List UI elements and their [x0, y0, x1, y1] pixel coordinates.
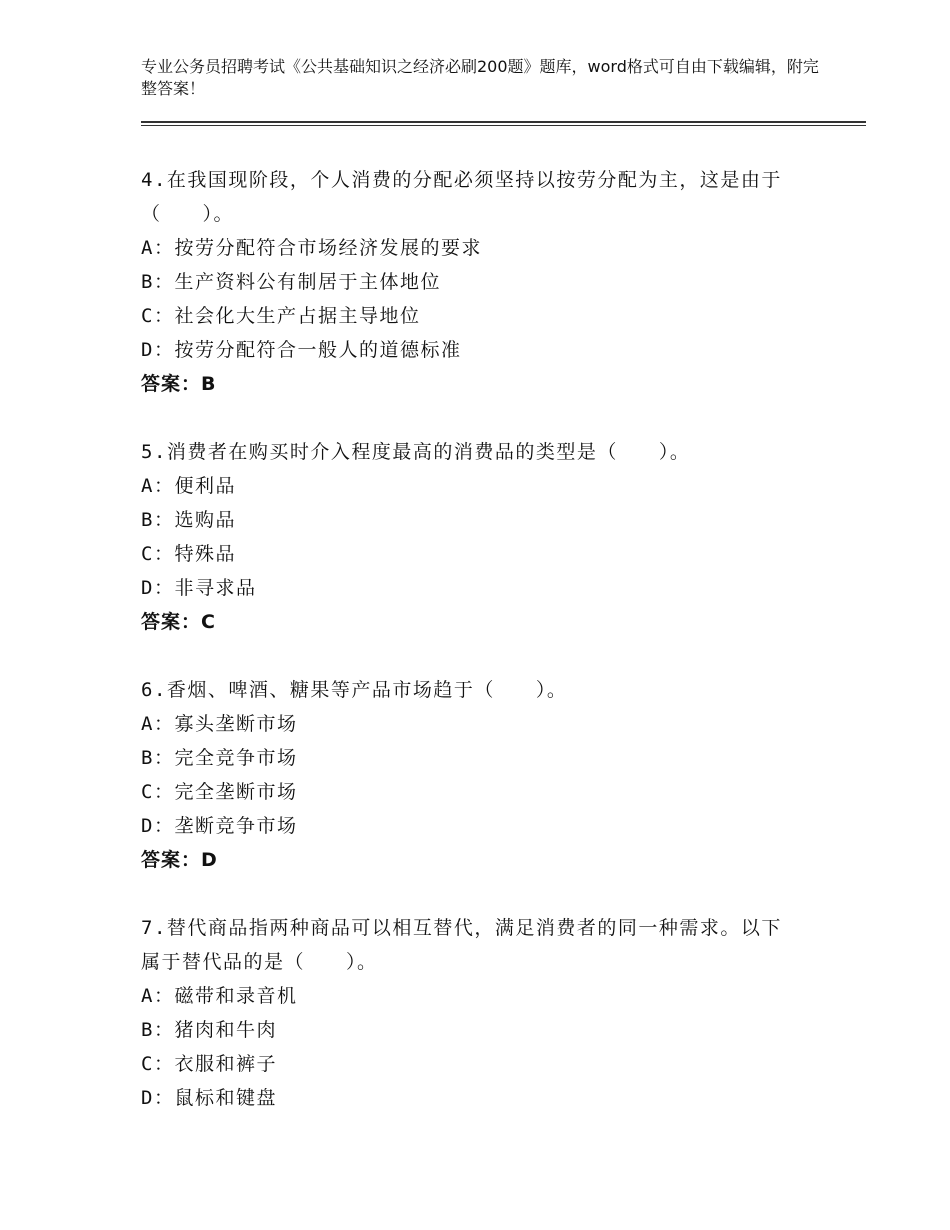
answer-label: 答案：B — [141, 373, 217, 395]
question-6 — [141, 673, 801, 877]
question-stem: 6.香烟、啤酒、糖果等产品市场趋于（ ）。 — [141, 679, 568, 701]
header-divider-thick — [141, 121, 866, 123]
option-a: A：磁带和录音机 — [141, 985, 298, 1007]
option-a: A：寡头垄断市场 — [141, 713, 298, 735]
question-list — [141, 163, 801, 1149]
question-7 — [141, 911, 801, 1115]
option-a: A：按劳分配符合市场经济发展的要求 — [141, 237, 482, 259]
answer-label: 答案：C — [141, 611, 216, 633]
header-divider-thin — [141, 125, 866, 126]
option-c: C：完全垄断市场 — [141, 781, 298, 803]
option-c: C：特殊品 — [141, 543, 236, 565]
option-a: A：便利品 — [141, 475, 236, 497]
question-stem: 7.替代商品指两种商品可以相互替代，满足消费者的同一种需求。以下属于替代品的是（ ）。 — [141, 917, 782, 973]
option-b: B：完全竞争市场 — [141, 747, 298, 769]
question-stem: 4.在我国现阶段，个人消费的分配必须坚持以按劳分配为主，这是由于（ ）。 — [141, 169, 782, 225]
option-d: D：鼠标和键盘 — [141, 1087, 277, 1109]
option-b: B：选购品 — [141, 509, 236, 531]
option-b: B：生产资料公有制居于主体地位 — [141, 271, 441, 293]
option-d: D：非寻求品 — [141, 577, 257, 599]
option-d: D：垄断竞争市场 — [141, 815, 298, 837]
option-c: C：社会化大生产占据主导地位 — [141, 305, 421, 327]
question-4 — [141, 163, 801, 401]
option-d: D：按劳分配符合一般人的道德标准 — [141, 339, 462, 361]
answer-label: 答案：D — [141, 849, 218, 871]
option-b: B：猪肉和牛肉 — [141, 1019, 277, 1041]
question-5 — [141, 435, 801, 639]
option-c: C：衣服和裤子 — [141, 1053, 277, 1075]
document-header: 专业公务员招聘考试《公共基础知识之经济必刷200题》题库，word格式可自由下载编辑，附完整答案！ — [141, 57, 819, 98]
question-stem: 5.消费者在购买时介入程度最高的消费品的类型是（ ）。 — [141, 441, 691, 463]
